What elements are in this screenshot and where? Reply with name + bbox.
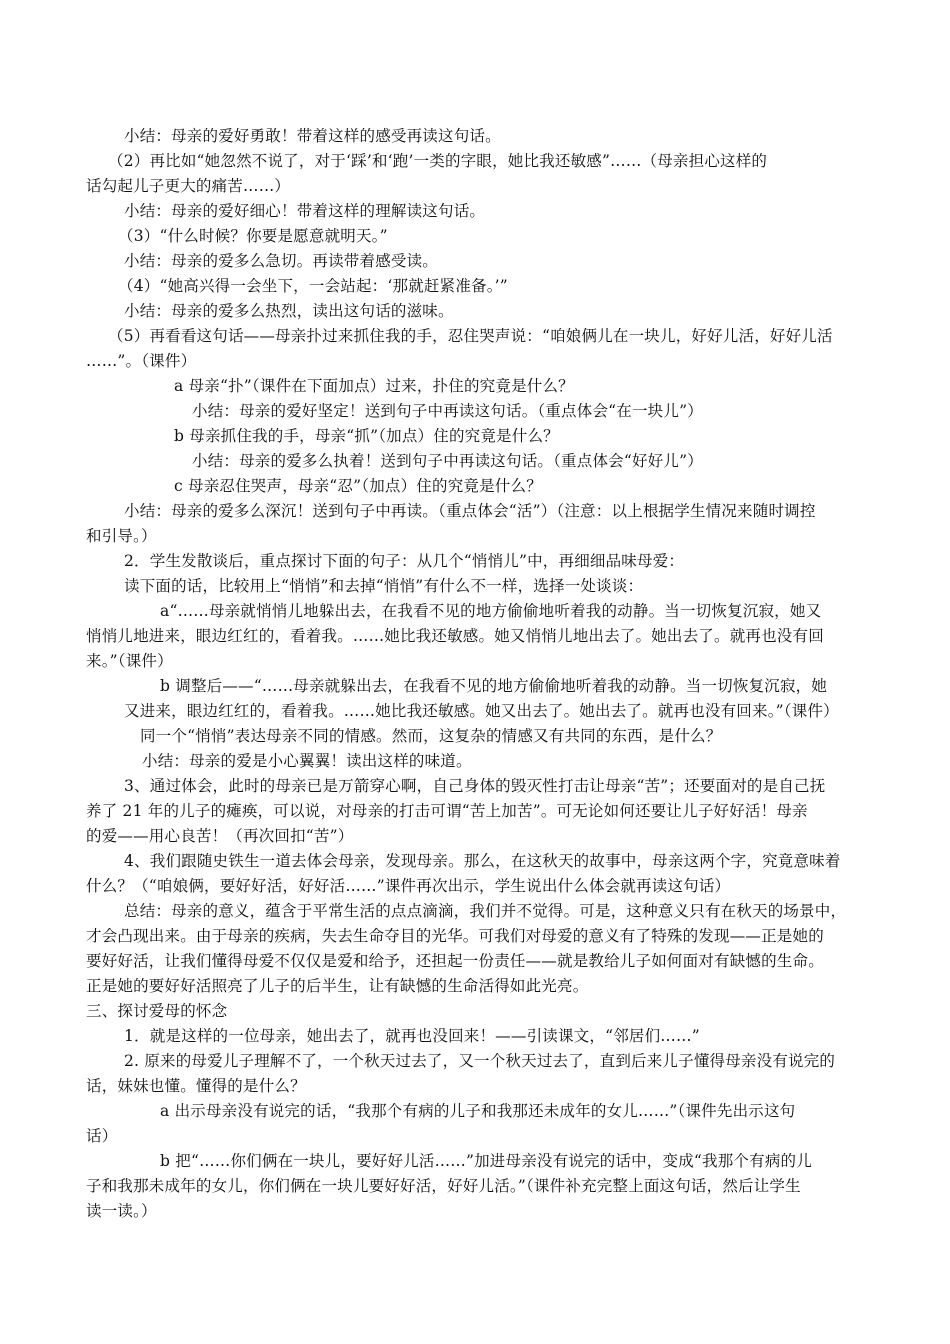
text-line: 2．学生发散谈后，重点探讨下面的句子：从几个“悄悄儿”中，再细细品味母爱： [124,552,685,570]
text-line: 又进来，眼边红红的，看着我。……她比我还敏感。她又出去了。她出去了。就再也没有回来。”（课件） [124,702,839,720]
text-line: b 调整后——“……母亲就躲出去，在我看不见的地方偷偷地听着我的动静。当一切恢复沉寂，她 [160,677,828,695]
text-line: b 母亲抓住我的手，母亲“抓”（加点）住的究竟是什么？ [174,427,559,445]
text-line: a“……母亲就悄悄儿地躲出去，在我看不见的地方偷偷地听着我的动静。当一切恢复沉寂，她又 [160,602,822,620]
text-line: 的爱——用心良苦！（再次回扣“苦”） [86,827,354,845]
text-line: 悄悄儿地进来，眼边红红的，看着我。……她比我还敏感。她又悄悄儿地出去了。她出去了。就再也没有回 [86,627,824,645]
text-line: 3、通过体会，此时的母亲已是万箭穿心啊，自己身体的毁灭性打击让母亲“苦”；还要面对的是自己抚 [124,777,826,795]
text-line: 话） [86,1127,118,1145]
text-line: 要好好活，让我们懂得母爱不仅仅是爱和给予，还担起一份责任——就是教给儿子如何面对有缺憾的生命。 [86,952,824,970]
text-line: 读一读。） [86,1202,157,1220]
text-line: （4）“她高兴得一会坐下，一会站起：‘那就赶紧准备。’” [118,277,508,295]
text-line: 和引导。） [86,527,157,545]
text-line: a 出示母亲没有说完的话，“我那个有病的儿子和我那还未成年的女儿……”（课件先出示这句 [160,1102,796,1120]
section-heading: 三、探讨爱母的怀念 [86,1002,228,1020]
text-line: （2）再比如“她忽然不说了，对于‘踩’和‘跑’一类的字眼，她比我还敏感”……（母亲担心这样的 [108,152,768,170]
text-line: 话，妹妹也懂。懂得的是什么？ [86,1077,306,1095]
text-line: 2. 原来的母爱儿子理解不了，一个秋天过去了，又一个秋天过去了，直到后来儿子懂得母亲没有说完的 [124,1052,836,1070]
text-line: b 把“……你们俩在一块儿，要好好儿活……”加进母亲没有说完的话中，变成“我那个有病的儿 [160,1152,812,1170]
text-line: 小结：母亲的爱好坚定！送到句子中再读这句话。（重点体会“在一块儿”） [192,402,703,420]
text-line: 子和我那未成年的女儿，你们俩在一块儿要好好活，好好儿活。”（课件补充完整上面这句话，然后让学生 [86,1177,801,1195]
text-line: 4、我们跟随史铁生一道去体会母亲，发现母亲。那么，在这秋天的故事中，母亲这两个字，究竟意味着 [124,852,841,870]
text-line: 读下面的话，比较用上“悄悄”和去掉“悄悄”有什么不一样，选择一处谈谈： [124,577,644,595]
text-line: c 母亲忍住哭声，母亲“忍”（加点）住的究竟是什么？ [174,477,542,495]
text-line: 小结：母亲的爱好勇敢！带着这样的感受再读这句话。 [124,127,501,145]
text-line: 养了 21 年的儿子的瘫痪，可以说，对母亲的打击可谓“苦上加苦”。可无论如何还要让儿子好好活！母亲 [86,802,808,820]
text-line: （5）再看看这句话——母亲扑过来抓住我的手，忍住哭声说：“咱娘俩儿在一块儿，好好儿活，好好儿活 [108,327,833,345]
text-line: a 母亲“扑”（课件在下面加点）过来，扑住的究竟是什么？ [174,377,574,395]
text-line: 小结：母亲的爱好细心！带着这样的理解读这句话。 [124,202,486,220]
text-line: （3）“什么时候？你要是愿意就明天。” [118,227,388,245]
text-line: 话勾起儿子更大的痛苦……） [86,177,291,195]
text-line: 小结：母亲的爱多么热烈，读出这句话的滋味。 [124,302,454,320]
text-line: 总结：母亲的意义，蕴含于平常生活的点点滴滴，我们并不觉得。可是，这种意义只有在秋天的场景中， [124,902,847,920]
text-line: 小结：母亲的爱多么急切。再读带着感受读。 [124,252,439,270]
text-line: 什么？（“咱娘俩，要好好活，好好活……”课件再次出示，学生说出什么体会就再读这句话） [86,877,731,895]
text-line: 小结：母亲的爱多么执着！送到句子中再读这句话。（重点体会“好好儿”） [192,452,703,470]
text-line: 正是她的要好好活照亮了儿子的后半生，让有缺憾的生命活得如此光亮。 [86,977,589,995]
text-line: ……”。（课件） [86,352,197,370]
text-line: 来。”（课件） [86,652,173,670]
text-line: 同一个“悄悄”表达母亲不同的情感。然而，这复杂的情感又有共同的东西，是什么？ [140,727,722,745]
text-line: 小结：母亲的爱是小心翼翼！读出这样的味道。 [142,752,472,770]
text-line: 小结：母亲的爱多么深沉！送到句子中再读。（重点体会“活”）（注意：以上根据学生情况来随时调控 [124,502,816,520]
text-line: 才会凸现出来。由于母亲的疾病，失去生命夺目的光华。可我们对母爱的意义有了特殊的发现——正是她的 [86,927,824,945]
text-line: 1．就是这样的一位母亲，她出去了，就再也没回来！——引读课文，“邻居们……” [124,1027,700,1045]
